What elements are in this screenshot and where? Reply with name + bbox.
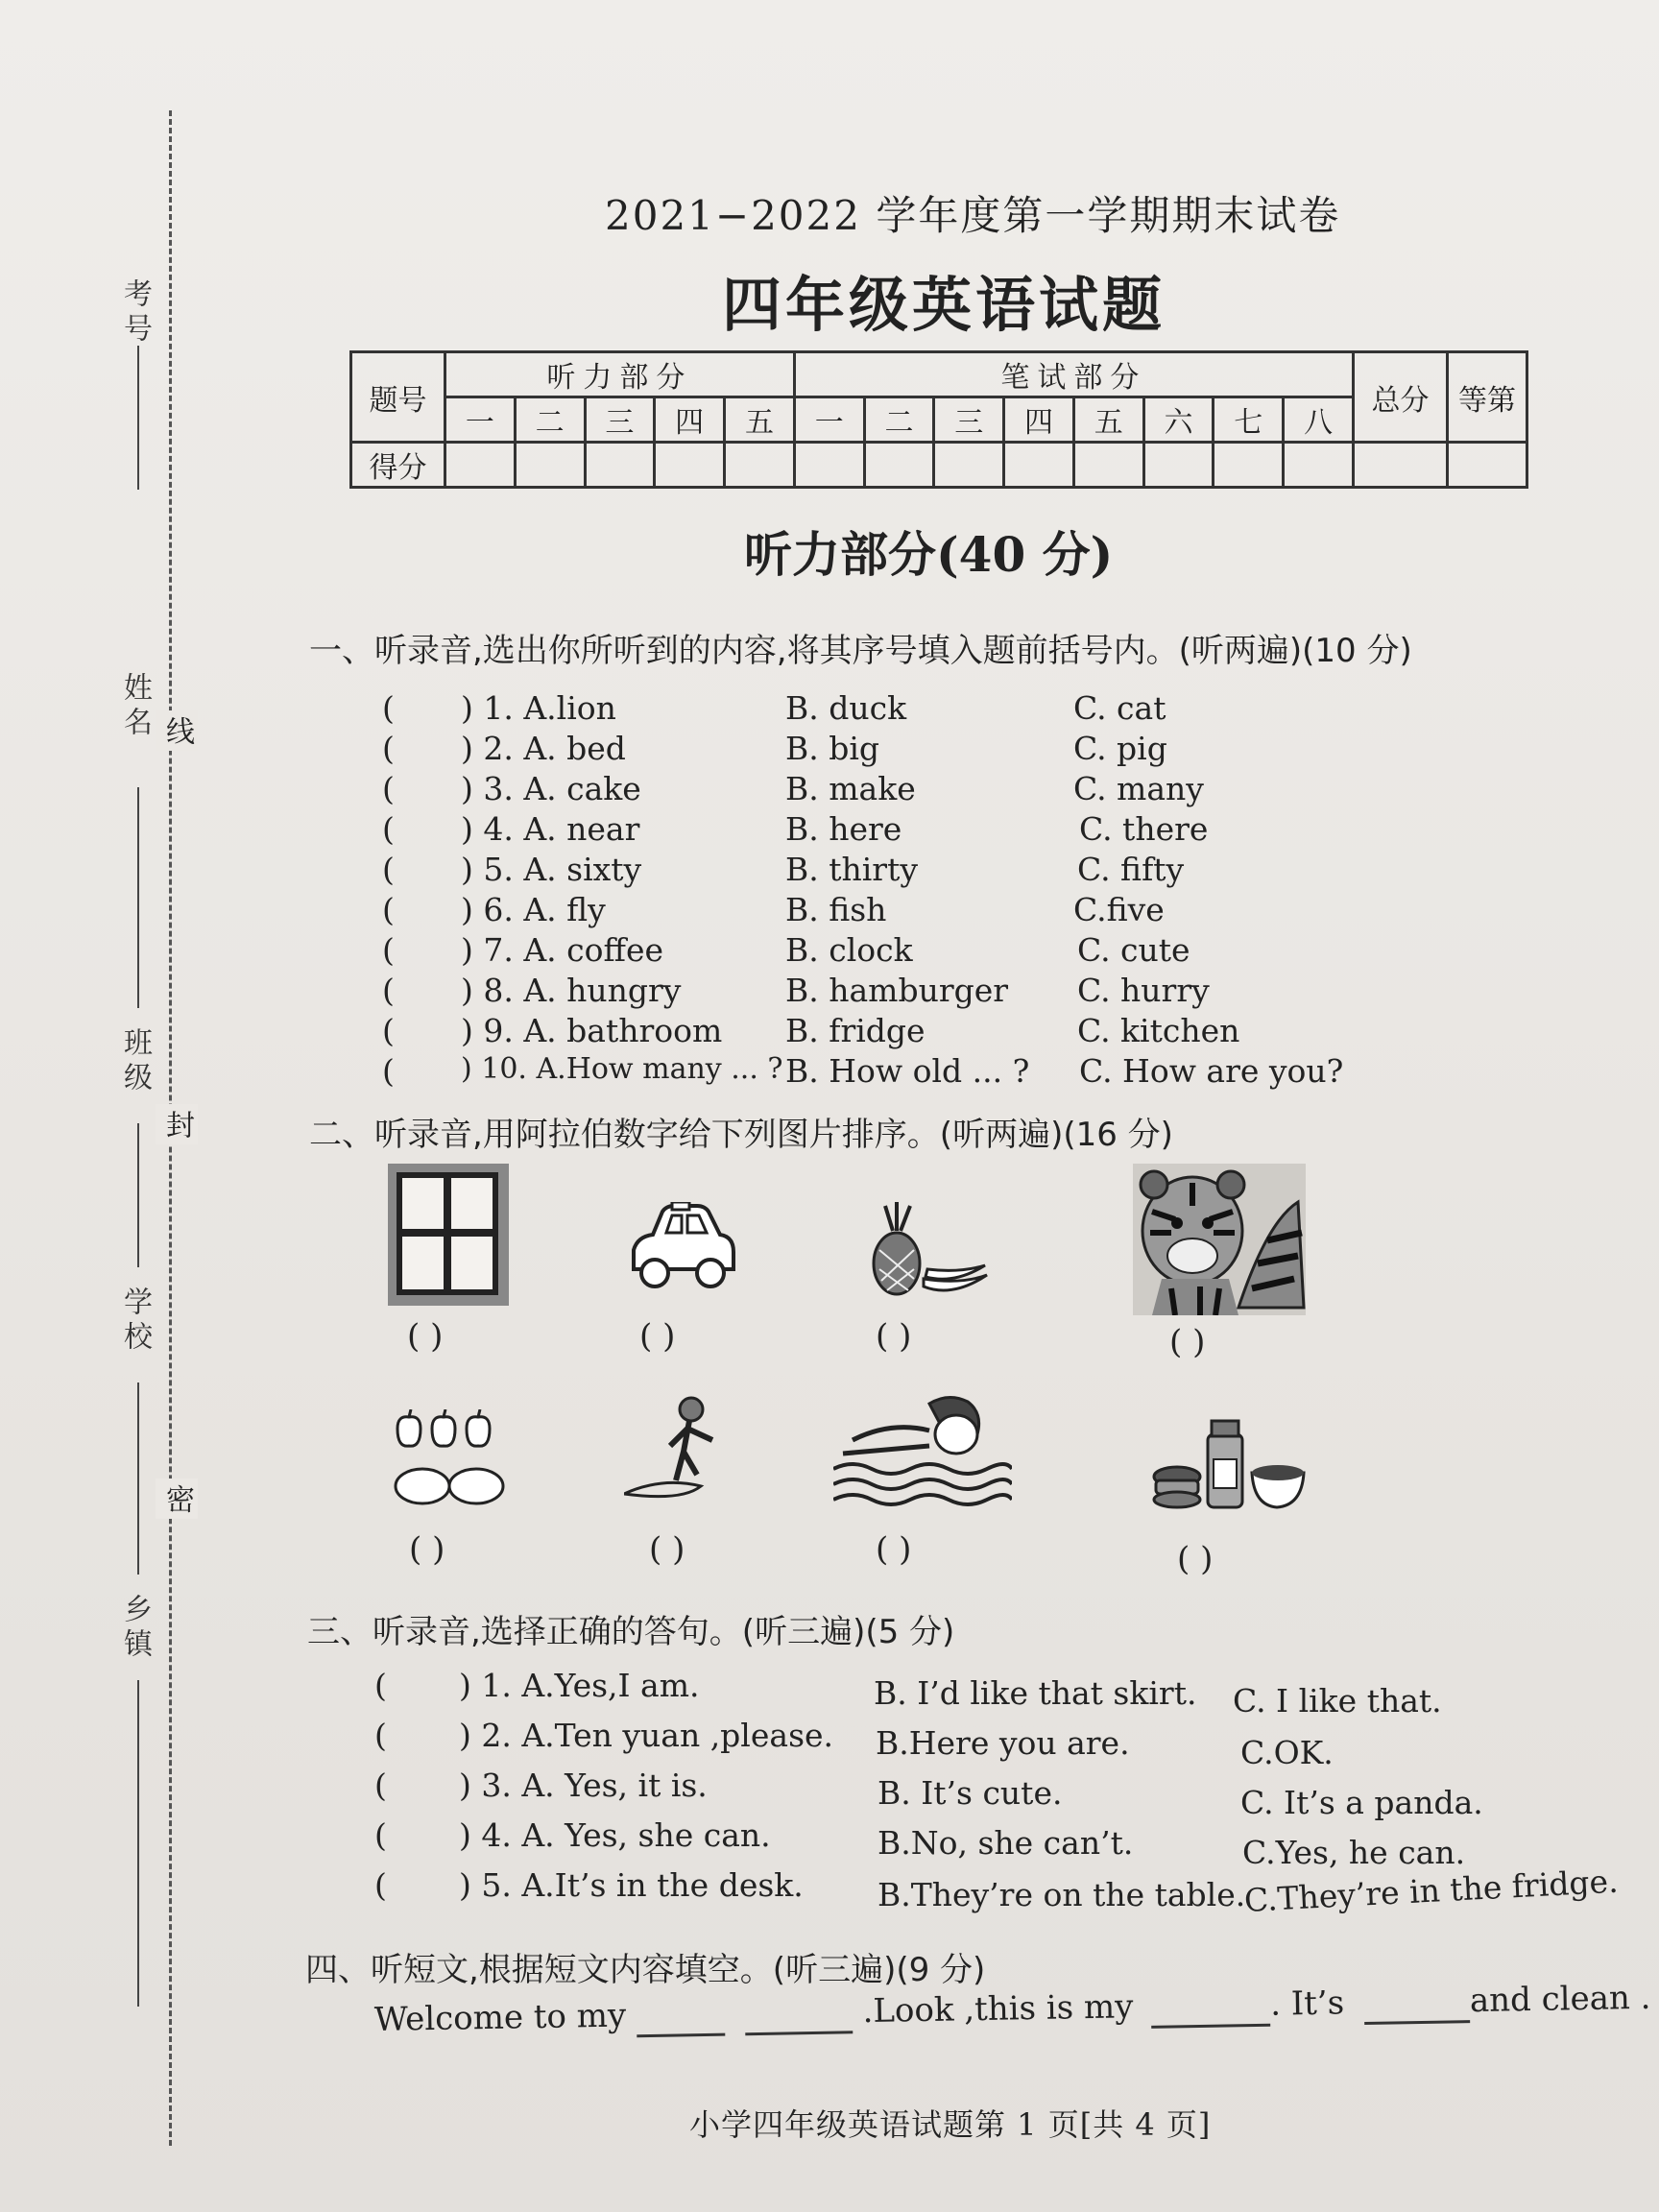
answer-paren[interactable]: (: [382, 810, 395, 848]
writing-col: 三: [934, 397, 1004, 443]
pineapple-banana-picture: [866, 1202, 991, 1298]
town-label: 乡镇: [118, 1594, 152, 1663]
writing-col: 六: [1143, 397, 1214, 443]
picture-answer-paren[interactable]: ( ): [876, 1317, 912, 1356]
answer-paren[interactable]: (: [374, 1767, 387, 1804]
passage-text-4: and clean .: [1469, 1978, 1651, 2021]
passage-text-1: Welcome to my: [373, 1996, 627, 2039]
tiger-picture: [1133, 1164, 1306, 1315]
s1-item-a: ) 6. A. fly: [461, 891, 606, 928]
s3-item-b: B.Here you are.: [876, 1724, 1130, 1762]
s1-item-c: C. cat: [1073, 689, 1166, 727]
listening-col: 一: [445, 397, 516, 443]
name-label: 姓名: [118, 672, 152, 741]
window-picture: [388, 1164, 509, 1306]
s1-item-b: B. big: [785, 730, 880, 767]
passage-text-2: .Look ,this is my: [862, 1987, 1134, 2032]
swimming-girl-picture: [833, 1392, 1012, 1507]
s1-item-c: C. How are you?: [1079, 1052, 1344, 1090]
score-cell[interactable]: [1143, 443, 1214, 488]
s1-item-b: B. here: [785, 810, 902, 848]
picture-answer-paren[interactable]: ( ): [1169, 1323, 1206, 1361]
s1-item-b: B. hamburger: [785, 972, 1009, 1009]
score-table: [349, 350, 1528, 489]
car-picture: [624, 1202, 739, 1294]
s1-item-c: C. hurry: [1077, 972, 1210, 1009]
score-cell[interactable]: [794, 443, 864, 488]
answer-paren[interactable]: (: [382, 851, 395, 888]
part-title: 听力部分(40 分): [744, 526, 1114, 583]
s3-item-c: C.OK.: [1240, 1734, 1334, 1771]
s1-item-b: B. fish: [785, 891, 887, 928]
writing-col: 八: [1284, 397, 1354, 443]
picture-answer-paren[interactable]: ( ): [649, 1530, 685, 1569]
s3-item-a: ) 3. A. Yes, it is.: [459, 1767, 708, 1804]
section3-title: 三、听录音,选择正确的答句。(听三遍)(5 分): [307, 1613, 955, 1651]
s1-item-c: C. fifty: [1077, 851, 1185, 888]
answer-paren[interactable]: (: [374, 1717, 387, 1754]
passage-text-3: . It’s: [1269, 1984, 1345, 2024]
s3-item-b: B. I’d like that skirt.: [874, 1674, 1197, 1712]
s3-item-a: ) 4. A. Yes, she can.: [459, 1816, 771, 1854]
s1-item-b: B. make: [785, 770, 916, 807]
s1-item-b: B. fridge: [785, 1012, 926, 1049]
picture-answer-paren[interactable]: ( ): [407, 1317, 444, 1356]
score-cell[interactable]: [585, 443, 655, 488]
answer-paren[interactable]: (: [382, 1052, 395, 1090]
s3-item-a: ) 1. A.Yes,I am.: [459, 1667, 700, 1704]
s3-item-b: B.No, she can’t.: [878, 1824, 1134, 1862]
score-row-label: 得分: [351, 443, 445, 488]
total-label: 总分: [1354, 352, 1448, 443]
page-footer: 小学四年级英语试题第 1 页[共 4 页]: [689, 2106, 1212, 2143]
s1-item-b: B. How old ... ?: [785, 1052, 1030, 1090]
s3-item-c: C. It’s a panda.: [1240, 1784, 1483, 1821]
score-cell[interactable]: [1284, 443, 1354, 488]
s1-item-a: ) 10. A.How many ... ?: [461, 1052, 783, 1086]
score-cell[interactable]: [934, 443, 1004, 488]
fill-blank[interactable]: [1364, 1982, 1471, 2025]
answer-paren[interactable]: (: [382, 770, 395, 807]
skating-boy-picture: [624, 1394, 730, 1502]
s1-item-a: ) 2. A. bed: [461, 730, 626, 767]
s3-item-b: B.They’re on the table.: [878, 1876, 1246, 1913]
s3-item-a: ) 5. A.It’s in the desk.: [459, 1866, 804, 1904]
writing-header: 笔试部分: [794, 352, 1353, 397]
s1-item-c: C. kitchen: [1077, 1012, 1240, 1049]
s1-item-a: ) 7. A. coffee: [461, 931, 664, 969]
answer-paren[interactable]: (: [374, 1816, 387, 1854]
answer-paren[interactable]: (: [374, 1667, 387, 1704]
answer-paren[interactable]: (: [382, 931, 395, 969]
name-line: [137, 787, 139, 1008]
town-line: [137, 1680, 139, 2007]
main-title: 四年级英语试题: [722, 270, 1166, 340]
score-cell[interactable]: [1448, 443, 1527, 488]
cut-line-char: 线: [156, 710, 198, 751]
cut-seal-char: 封: [156, 1104, 198, 1144]
s1-item-c: C.five: [1073, 891, 1165, 928]
school-label: 学校: [118, 1286, 152, 1356]
listening-col: 四: [655, 397, 725, 443]
s3-item-b: B. It’s cute.: [878, 1774, 1063, 1812]
score-cell[interactable]: [1354, 443, 1448, 488]
score-cell[interactable]: [725, 443, 795, 488]
s1-item-a: ) 4. A. near: [461, 810, 640, 848]
score-cell[interactable]: [515, 443, 585, 488]
s1-item-c: C. cute: [1077, 931, 1190, 969]
listening-header: 听力部分: [445, 352, 795, 397]
score-cell[interactable]: [1214, 443, 1284, 488]
fill-blank[interactable]: [637, 1995, 726, 2038]
s3-item-c: C.They’re in the fridge.: [1242, 1862, 1620, 1919]
s1-item-a: ) 3. A. cake: [461, 770, 641, 807]
picture-answer-paren[interactable]: ( ): [1177, 1540, 1214, 1578]
score-cell[interactable]: [445, 443, 516, 488]
s3-item-c: C.Yes, he can.: [1242, 1834, 1466, 1871]
s1-item-b: B. thirty: [785, 851, 918, 888]
picture-answer-paren[interactable]: ( ): [876, 1530, 912, 1569]
s1-item-c: C. pig: [1073, 730, 1167, 767]
writing-col: 二: [864, 397, 934, 443]
score-cell[interactable]: [655, 443, 725, 488]
apples-pears-picture: [392, 1409, 505, 1509]
section2-title: 二、听录音,用阿拉伯数字给下列图片排序。(听两遍)(16 分): [309, 1116, 1173, 1154]
grade-label: 等第: [1448, 352, 1527, 443]
exam-no-line: [137, 346, 139, 490]
s1-item-b: B. clock: [785, 931, 913, 969]
picture-answer-paren[interactable]: ( ): [639, 1317, 676, 1356]
writing-col: 五: [1073, 397, 1143, 443]
year-title: 2021−2022 学年度第一学期期末试卷: [605, 192, 1341, 239]
section1-title: 一、听录音,选出你所听到的内容,将其序号填入题前括号内。(听两遍)(10 分): [309, 632, 1412, 670]
fill-blank[interactable]: [1151, 1985, 1271, 2029]
cut-secret-char: 密: [156, 1479, 198, 1519]
answer-paren[interactable]: (: [382, 891, 395, 928]
fill-blank[interactable]: [744, 1992, 853, 2035]
listening-col: 二: [515, 397, 585, 443]
s1-item-a: ) 9. A. bathroom: [461, 1012, 723, 1049]
answer-paren[interactable]: (: [382, 730, 395, 767]
writing-col: 七: [1214, 397, 1284, 443]
s1-item-b: B. duck: [785, 689, 907, 727]
section4-title: 四、听短文,根据短文内容填空。(听三遍)(9 分): [305, 1951, 986, 1989]
s1-item-a: ) 1. A.lion: [461, 689, 616, 727]
s1-item-a: ) 5. A. sixty: [461, 851, 642, 888]
answer-paren[interactable]: (: [382, 689, 395, 727]
class-label: 班级: [118, 1027, 152, 1096]
food-drink-picture: [1152, 1415, 1306, 1511]
answer-paren[interactable]: (: [382, 972, 395, 1009]
score-cell[interactable]: [864, 443, 934, 488]
listening-col: 三: [585, 397, 655, 443]
s1-item-c: C. many: [1073, 770, 1204, 807]
question-no-label: 题号: [351, 352, 445, 443]
exam-no-label: 考号: [118, 278, 152, 348]
score-cell[interactable]: [1073, 443, 1143, 488]
answer-paren[interactable]: (: [374, 1866, 387, 1904]
writing-col: 一: [794, 397, 864, 443]
picture-answer-paren[interactable]: ( ): [409, 1530, 445, 1569]
s3-item-c: C. I like that.: [1233, 1682, 1442, 1719]
class-line: [137, 1123, 139, 1267]
writing-col: 四: [1004, 397, 1074, 443]
answer-paren[interactable]: (: [382, 1012, 395, 1049]
school-line: [137, 1382, 139, 1575]
listening-col: 五: [725, 397, 795, 443]
s1-item-a: ) 8. A. hungry: [461, 972, 682, 1009]
s3-item-a: ) 2. A.Ten yuan ,please.: [459, 1717, 834, 1754]
score-cell[interactable]: [1004, 443, 1074, 488]
s1-item-c: C. there: [1079, 810, 1209, 848]
